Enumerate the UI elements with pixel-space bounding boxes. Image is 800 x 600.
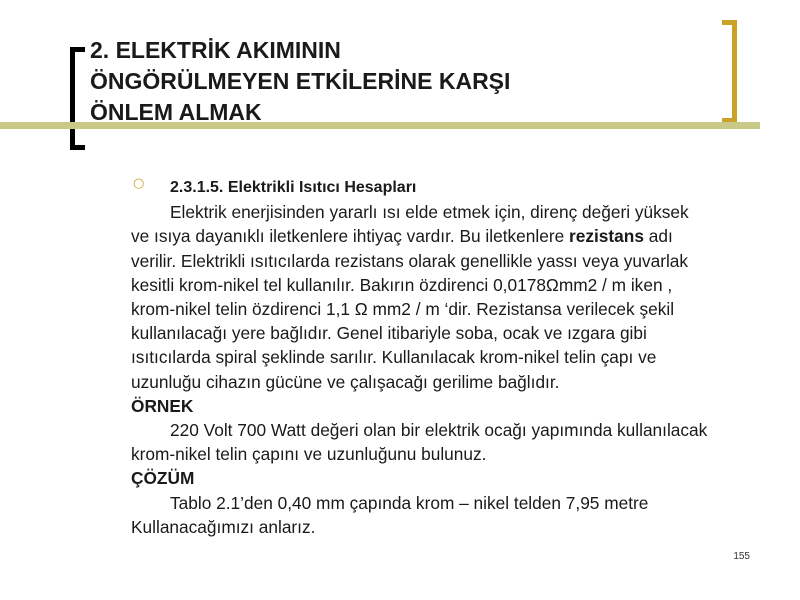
page-number: 155 xyxy=(733,551,750,562)
slide-body xyxy=(131,176,711,539)
body-text-start: Elektrik enerjisinden yararlı ısı elde etmek için, direnç değeri yüksek ve ısıya dayanıklı iletkenlere ihtiyaç vardır. Bu iletkenlere xyxy=(131,202,689,247)
slide-title-line-2: ÖNGÖRÜLMEYEN ETKİLERİNE KARŞI xyxy=(90,68,511,94)
body-paragraph xyxy=(131,200,711,394)
body-text-rest: adı verilir. Elektrikli ısıtıcılarda rezistans olarak genellikle yassı veya yuvarlak kesitli krom-nikel tel kullanılır. Bakırın özdirenci 0,0178Ωmm2 / m iken , krom-nikel telin özdirenci 1,1 Ω mm2 / m ‘dir. Rezistansa verilecek şekil kullanılacağı yere bağlıdır. Genel itibariyle soba, ocak ve ızgara gibi ısıtıcılarda spiral şeklinde sarılır. Kullanılacak krom-nikel telin çapı ve uzunluğu cihazın gücüne ve çalışacağı gerilime bağlıdır. xyxy=(131,226,689,392)
slide-title-line-3: ÖNLEM ALMAK xyxy=(90,99,262,125)
term-rezistans: rezistans xyxy=(569,226,644,247)
example-text: 220 Volt 700 Watt değeri olan bir elektrik ocağı yapımında kullanılacak krom-nikel telin çapını ve uzunluğunu bulunuz. xyxy=(131,420,708,465)
title-right-bracket xyxy=(722,20,737,123)
bullet-circle-icon: ○ xyxy=(133,176,145,191)
solution-label: ÇÖZÜM xyxy=(131,468,195,489)
section-heading: 2.3.1.5. Elektrikli Isıtıcı Hesapları xyxy=(170,179,417,196)
solution-text: Tablo 2.1’den 0,40 mm çapında krom – nikel telden 7,95 metre Kullanacağımızı anlarız. xyxy=(131,492,649,537)
example-label: ÖRNEK xyxy=(131,395,194,416)
title-left-bracket xyxy=(70,47,85,150)
slide-title xyxy=(90,35,710,128)
slide-title-line-1: 2. ELEKTRİK AKIMININ xyxy=(90,37,341,63)
